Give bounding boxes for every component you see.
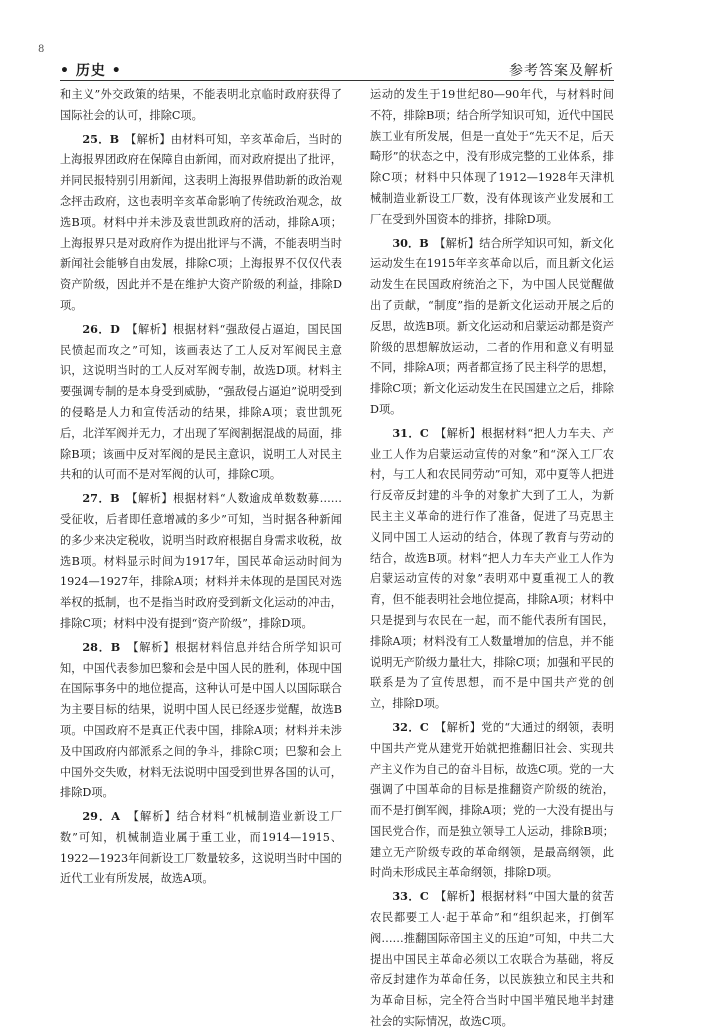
answer-paragraph [60, 637, 342, 804]
question-number: 33．C [392, 889, 429, 904]
answer-paragraph [60, 488, 342, 635]
question-number: 27．B [82, 491, 120, 506]
right-column [370, 85, 614, 1035]
paragraph-text: 【解析】党的“大通过的纲领，表明中国共产党从建党开始就把推翻旧社会、实现共产主义作为自己的奋斗目标，故选C项。党的一大强调了中国革命的目标是推翻资产阶级的统治，而不是打倒军阀，排除A项；党的一大没有提出与国民党合作，而是独立领导工人运动，排除B项；建立无产阶级专政的革命纲领，是最高纲领，此时尚未形成民主革命纲领，排除D项。 [370, 720, 614, 880]
paragraph-text: 【解析】结合所学知识可知，新文化运动发生在1915年辛亥革命以后，而且新文化运动发生在民国政府统治之下，为中国人民觉醒做出了贡献，“制度”指的是新文化运动开展之后的反思，故选B项。新文化运动和启蒙运动都是资产阶级的思想解放运动，二者的作用和意义有明显不同，排除A项；两者都宣扬了民主科学的思想，排除C项；新文化运动发生在民国建立之后，排除D项。 [370, 236, 614, 416]
question-number: 28．B [82, 639, 121, 654]
page-header [60, 60, 614, 82]
question-number: 25．B [82, 131, 120, 146]
answer-paragraph [370, 423, 614, 715]
paragraph-text: 【解析】根据材料“中国大量的贫苦农民都要工人·起于革命”和“组织起来，打倒军阀……推翻国际帝国主义的压迫”可知，中共二大提出中国民主革命必须以工农联合为基础，将反帝反封建作为革命任务，以民族独立和民主共和为革命目标，完全符合当时中国半殖民地半封建社会的实际情况，故选C项。 [370, 890, 614, 1029]
answer-paragraph [370, 233, 614, 421]
question-number: 31．C [392, 425, 429, 440]
answer-paragraph [60, 85, 342, 127]
question-number: 29．A [82, 809, 120, 824]
answer-paragraph [370, 85, 614, 231]
page-number: 8 [38, 44, 45, 55]
paragraph-text: 【解析】根据材料信息并结合所学知识可知，中国代表参加巴黎和会是中国人民的胜利，体现中国在国际事务中的地位提高，这种认可是中国人以国际联合为主要目标的结果，说明中国人民已经逐步觉醒，故选B项。中国政府不是真正代表中国，排除A项；材料并未涉及中国政府内部派系之间的争斗，排除C项；巴黎和会上中国外交失败，材料无法说明中国受到世界各国的认可，排除D项。 [60, 640, 342, 800]
question-number: 30．B [392, 235, 429, 250]
paragraph-text: 【解析】根据材料“人数逾成单数数募……受征收，后者即任意增减的多少”可知，当时据各种新闻的多少来决定税收，说明当时政府根据自身需求收税，故选B项。材料显示时间为1917年，国民革命运动时间为1924—1927年，排除A项；材料并未体现的是国民对选举权的抵制，也不是指当时政府受到新文化运动的冲击，排除C项；材料中没有提到“资产阶级”，排除D项。 [60, 492, 342, 630]
header-title: 参考答案及解析 [509, 63, 614, 79]
paragraph-text: 和主义”外交政策的结果，不能表明北京临时政府获得了国际社会的认可，排除C项。 [60, 88, 342, 122]
answer-paragraph [60, 319, 342, 486]
paragraph-text: 运动的发生于19世纪80—90年代，与材料时间不符，排除B项；结合所学知识可知，近代中国民族工业有所发展，但是一直处于“先天不足，后天畸形”的状态之中，没有形成完整的工业体系，排除C项；材料中只体现了1912—1928年天津机械制造业新设工厂数，没有体现该产业发展和工厂在受到外国资本的排挤，排除D项。 [370, 88, 614, 226]
paragraph-text: 【解析】根据材料“强敌侵占逼迫，国民国民愤起而攻之”可知，该画表达了工人反对军阀民主意识，这说明当时的工人反对军阀专制，故选D项。材料主要强调专制的是本身受到威胁，“强敌侵占逼迫”说明受到的侵略是人力和宣传活动的结果，排除A项；袁世凯死后，北洋军阀并无力，才出现了军阀割据混战的局面，排除B项；该画中反对军阀的是民主意识，说明工人对民主共和的认可而不是对军阀的认可，排除C项。 [60, 322, 342, 482]
question-number: 32．C [392, 719, 429, 734]
paragraph-text: 【解析】根据材料“把人力车夫、产业工人作为启蒙运动宣传的对象”和“深入工厂农村，与工人和农民同劳动”可知，邓中夏等人把进行反帝反封建的斗争的对象扩大到了工人，为新民主主义革命的进行作了准备，促进了马克思主义同中国工人运动的结合，体现了教育与劳动的结合，故选B项。材料“把人力车夫产业工人作为启蒙运动宣传的对象”表明邓中夏重视工人的教育，但不能表明社会地位提高，排除A项；材料中只是提到与农民在一起，而不能代表所有国民，排除A项；材料没有工人数量增加的信息，并不能说明无产阶级力量壮大，排除C项；加强和平民的联系是为了宣传思想，而不是中国共产党的创立，排除D项。 [370, 426, 614, 711]
answer-paragraph [60, 129, 342, 317]
left-column [60, 85, 342, 892]
header-rule [60, 80, 614, 81]
answer-paragraph [60, 806, 342, 890]
paragraph-text: 【解析】由材料可知，辛亥革命后，当时的上海报界团政府在保障自由新闻，而对政府提出了批评，并同民报特别引用新闻，这表明上海报界借助新的政治观念抨击政府，这也表明辛亥革命影响了传统政治观念，故选B项。材料中并未涉及袁世凯政府的活动，排除A项；上海报界只是对政府作为提出批评与不满，不能表明当时新闻社会能够自由发展，排除C项；上海报界不仅仅代表资产阶级，因此并不是在维护大资产阶级的利益，排除D项。 [60, 132, 342, 312]
paragraph-text: 【解析】结合材料“机械制造业新设工厂数”可知，机械制造业属于重工业，而1914—1915、1922—1923年间新设工厂数量较多，这说明当时中国的近代工业有所发展，故选A项。 [60, 810, 343, 886]
question-number: 26．D [82, 321, 120, 336]
answer-paragraph [370, 886, 614, 1033]
subject-label: • 历史 • [60, 63, 122, 79]
answer-paragraph [370, 717, 614, 884]
